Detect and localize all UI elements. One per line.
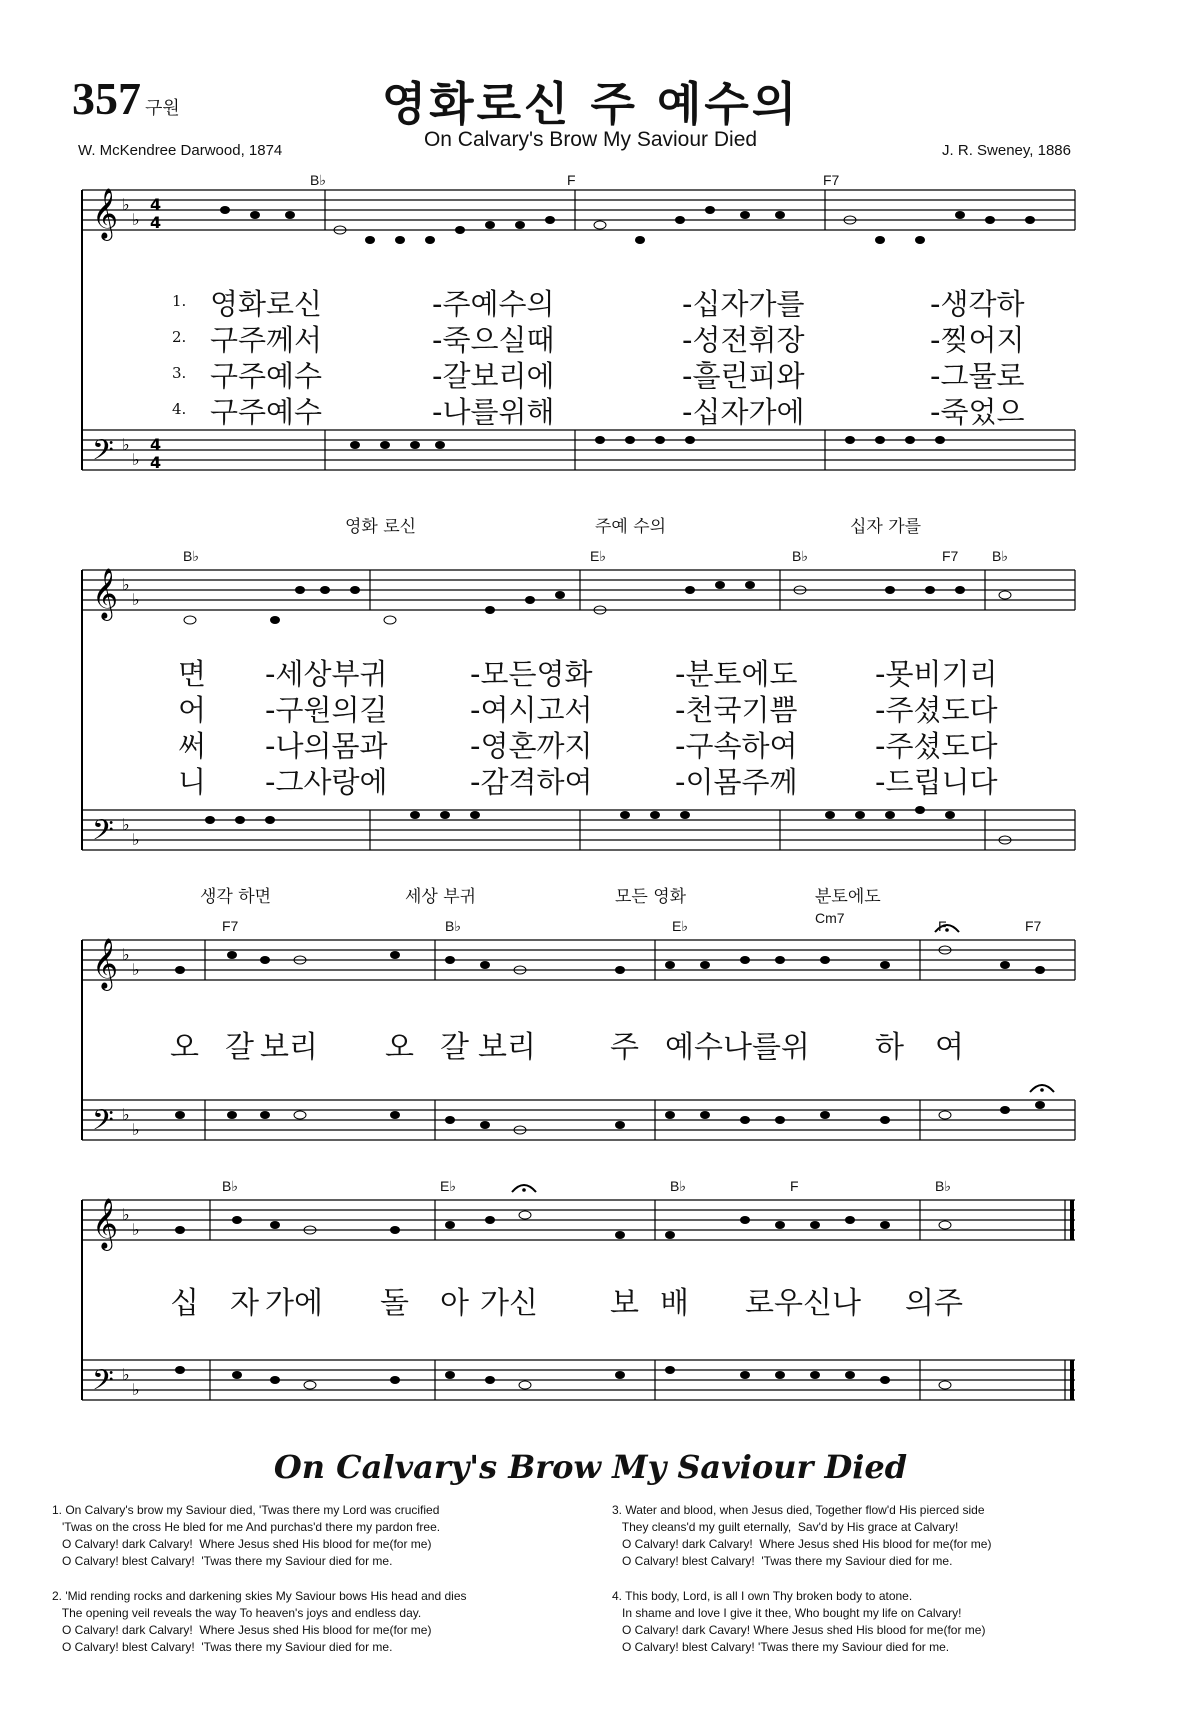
svg-text:♭: ♭ <box>132 1380 140 1399</box>
svg-text:♭: ♭ <box>132 450 140 469</box>
bass-lyric: 분토에도 <box>815 887 881 907</box>
chord-symbol: F7 <box>222 918 239 934</box>
chord-symbol: F <box>790 1178 799 1194</box>
chord-symbol: B♭ <box>222 1178 238 1194</box>
svg-text:𝄢: 𝄢 <box>92 1364 114 1404</box>
english-title: On Calvary's Brow My Saviour Died <box>273 1448 908 1486</box>
chord-symbol: Cm7 <box>815 910 845 926</box>
chord-symbol: B♭ <box>310 172 326 188</box>
svg-text:♭: ♭ <box>132 830 140 849</box>
svg-text:𝄞: 𝄞 <box>92 568 119 619</box>
chord-symbol: E♭ <box>440 1178 456 1194</box>
chord-symbol: F7 <box>823 172 840 188</box>
chord-symbol: B♭ <box>992 548 1008 564</box>
chord-symbol: E♭ <box>590 548 606 564</box>
bass-lyric: 모든 영화 <box>615 887 687 907</box>
chord-symbol: F <box>567 172 576 188</box>
chord-symbol: F7 <box>942 548 959 564</box>
svg-text:♭: ♭ <box>122 575 130 594</box>
svg-text:𝄢: 𝄢 <box>92 434 114 474</box>
svg-text:4: 4 <box>150 453 162 472</box>
svg-text:♭: ♭ <box>122 1365 130 1384</box>
bass-lyric: 주예 수의 <box>595 517 667 537</box>
svg-text:4: 4 <box>150 213 162 232</box>
chord-symbol: B♭ <box>792 548 808 564</box>
svg-text:𝄞: 𝄞 <box>92 938 119 989</box>
composer-credit: J. R. Sweney, 1886 <box>942 142 1071 159</box>
chord-symbol: B♭ <box>445 918 461 934</box>
svg-text:♭: ♭ <box>132 1220 140 1239</box>
chord-symbol: B♭ <box>935 1178 951 1194</box>
svg-text:𝄢: 𝄢 <box>92 814 114 854</box>
refrain-lyrics-2: 십 자 가에 돌 아 가신 보 배 로우신나 의주 <box>170 1286 963 1321</box>
svg-text:♭: ♭ <box>132 590 140 609</box>
svg-text:𝄞: 𝄞 <box>92 188 119 239</box>
svg-text:♭: ♭ <box>122 435 130 454</box>
english-verse-4: 4. This body, Lord, is all I own Thy broken body to atone. In shame and love I give it thee, Who bought my life on Calvary! O Calvary! dark Cavary! Where Jesus shed His blood for me(for me) O Calvary! blest Calvary! 'Twas there my Saviour died for me. <box>612 1589 986 1654</box>
svg-text:♭: ♭ <box>132 1120 140 1139</box>
english-verse-3: 3. Water and blood, when Jesus died, Together flow'd His pierced side They cleans'd my guilt eternally, Sav'd by His grace at Calvary! O Calvary! dark Calvary! Where Jesus shed His blood for me(for me) O Calvary! blest Calvary! 'Twas there my Saviour died for me. <box>612 1503 992 1568</box>
svg-text:♭: ♭ <box>122 815 130 834</box>
svg-text:♭: ♭ <box>122 945 130 964</box>
svg-text:♭: ♭ <box>132 960 140 979</box>
chord-symbol: E♭ <box>672 918 688 934</box>
bass-lyric: 영화 로신 <box>345 517 417 537</box>
svg-text:4: 4 <box>150 195 162 214</box>
bass-lyric: 세상 부귀 <box>405 887 477 907</box>
english-verse-2: 2. 'Mid rending rocks and darkening skies My Saviour bows His head and dies The opening veil reveals the way To heaven's joys and endless day. O Calvary! dark Calvary! Where Jesus shed His blood for me(for me) O Calvary! blest Calvary! 'Twas there my Saviour died for me. <box>52 1589 467 1654</box>
bass-lyric: 생각 하면 <box>200 887 272 907</box>
refrain-lyrics-1: 오 갈 보리 오 갈 보리 주 예수나를위 하 여 <box>170 1030 964 1065</box>
svg-text:4: 4 <box>150 435 162 454</box>
svg-text:𝄢: 𝄢 <box>92 1104 114 1144</box>
svg-text:𝄞: 𝄞 <box>92 1198 119 1249</box>
bass-lyric: 십자 가를 <box>850 517 922 537</box>
english-verse-1: 1. On Calvary's brow my Saviour died, 'Twas there my Lord was crucified 'Twas on the cross He bled for me And purchas'd there my pardon free. O Calvary! dark Calvary! Where Jesus shed His blood for me(for me) O Calvary! blest Calvary! 'Twas there my Saviour died for me. <box>52 1503 441 1568</box>
author-credit: W. McKendree Darwood, 1874 <box>78 142 283 159</box>
svg-text:♭: ♭ <box>132 210 140 229</box>
chord-symbol: B♭ <box>183 548 199 564</box>
hymn-number: 357 구원 <box>72 73 180 124</box>
chord-symbol: F <box>938 918 947 934</box>
svg-text:♭: ♭ <box>122 1105 130 1124</box>
english-subtitle: On Calvary's Brow My Saviour Died <box>423 128 758 151</box>
page-title: 영화로신 주 예수의 <box>381 77 800 131</box>
chord-symbol: B♭ <box>670 1178 686 1194</box>
svg-text:♭: ♭ <box>122 195 130 214</box>
hymn-category: 구원 <box>145 98 180 119</box>
chord-symbol: F7 <box>1025 918 1042 934</box>
svg-text:♭: ♭ <box>122 1205 130 1224</box>
